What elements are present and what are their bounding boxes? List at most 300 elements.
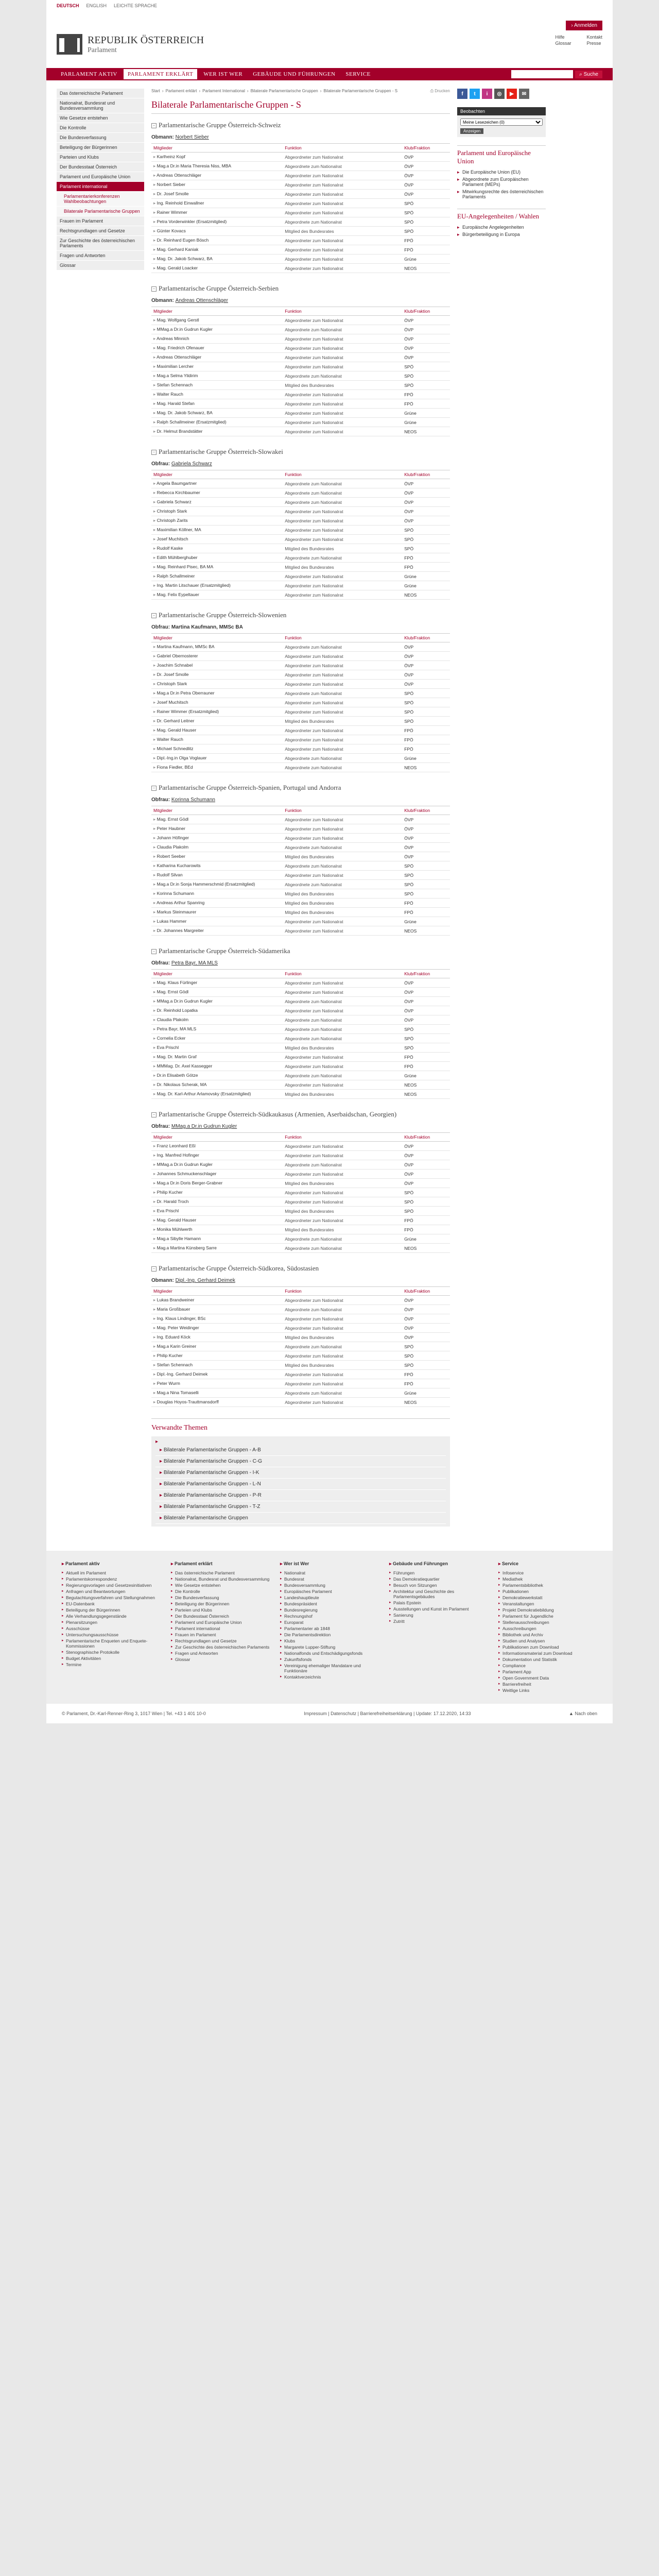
leftnav-item[interactable]: Rechtsgrundlagen und Gesetze (57, 226, 144, 236)
member-name[interactable]: ▸ Andreas Minnich (151, 334, 283, 344)
footer-link[interactable]: ▸ Das österreichische Parlament (171, 1570, 270, 1576)
member-name[interactable]: ▸ Mag. Gerald Hauser (151, 726, 283, 735)
footer-link[interactable]: ▸ Stenographische Protokolle (62, 1649, 161, 1655)
member-club: Grüne (402, 581, 450, 590)
chair-name[interactable]: Norbert Sieber (175, 134, 209, 140)
group-title[interactable] (151, 1110, 450, 1121)
member-name[interactable]: ▸ Dr. Helmut Brandstätter (151, 427, 283, 436)
member-name[interactable]: ▸ Eva Prischl (151, 1207, 283, 1216)
member-name[interactable]: ▸ MMag.a Dr.in Gudrun Kugler (151, 325, 283, 334)
collapse-icon[interactable]: − (151, 786, 157, 791)
member-club: SPÖ (402, 861, 450, 871)
footer-link[interactable]: ▸ Projekt Demokratiebildung (498, 1607, 597, 1613)
login-button[interactable]: › Anmelden (566, 21, 602, 30)
member-name[interactable]: ▸ Gabriel Obernosterer (151, 652, 283, 661)
nav-gebaeude[interactable]: GEBÄUDE UND FÜHRUNGEN (253, 71, 336, 77)
member-name[interactable]: ▸ MMag.a Dr.in Gudrun Kugler (151, 1160, 283, 1170)
member-name[interactable]: ▸ Franz Leonhard Eßl (151, 1142, 283, 1151)
chair-name[interactable]: Andreas Ottenschläger (175, 298, 228, 303)
footer-link[interactable]: ▸ Weitlige Links (498, 1687, 597, 1693)
bookmark-select[interactable] (460, 118, 543, 126)
footer-link[interactable]: ▸ Termine (62, 1662, 161, 1668)
footer-link[interactable]: ▸ Zutritt (389, 1618, 488, 1624)
footer-link[interactable]: ▸ Das Demokratiequartier (389, 1576, 488, 1582)
leftnav-item[interactable]: Bilaterale Parlamentarische Gruppen (57, 207, 144, 216)
footer-link[interactable]: ▸ Besuch von Sitzungen (389, 1582, 488, 1588)
member-club: Grüne (402, 1071, 450, 1080)
related-link[interactable]: ▸ Bilaterale Parlamentarische Gruppen (155, 1513, 446, 1524)
member-name[interactable]: ▸ Ing. Eduard Köck (151, 1333, 283, 1342)
footer-heading[interactable]: ▸ Service (498, 1561, 597, 1567)
collapse-icon[interactable]: − (151, 450, 157, 455)
member-club: FPÖ (402, 563, 450, 572)
instagram-icon[interactable]: i (482, 89, 492, 99)
member-name[interactable]: ▸ Fiona Fiedler, BEd (151, 763, 283, 772)
footer-link[interactable]: ▸ Parlament international (171, 1625, 270, 1632)
footer-link[interactable]: ▸ Nationalrat, Bundesrat und Bundesversammlung (171, 1576, 270, 1582)
table-row (151, 171, 450, 180)
leftnav-item[interactable]: Parlament international (57, 182, 144, 192)
related-link[interactable]: ▸ Bilaterale Parlamentarische Gruppen - L-N (155, 1479, 446, 1490)
member-name[interactable]: ▸ Christoph Stark (151, 680, 283, 689)
member-name[interactable]: ▸ Stefan Schennach (151, 381, 283, 390)
member-name[interactable]: ▸ Mag.a Nina Tomaselli (151, 1388, 283, 1398)
member-name[interactable]: ▸ Walter Rauch (151, 390, 283, 399)
footer-link[interactable]: ▸ Anfragen und Beantwortungen (62, 1588, 161, 1595)
sidebar-link[interactable]: ▸ Bürgerbeteiligung in Europa (457, 231, 546, 238)
group-title[interactable] (151, 1264, 450, 1275)
member-name[interactable]: ▸ MMMag. Dr. Axel Kassegger (151, 1062, 283, 1071)
footer-link[interactable]: ▸ Aktuell im Parlament (62, 1570, 161, 1576)
member-table (151, 307, 450, 436)
member-club: ÖVP (402, 1324, 450, 1333)
member-name[interactable]: ▸ Mag. Dr. Jakob Schwarz, BA (151, 409, 283, 418)
breadcrumb-item[interactable]: Bilaterale Parlamentarische Gruppen (250, 89, 318, 93)
lang-de[interactable]: DEUTSCH (57, 3, 79, 8)
table-row (151, 880, 450, 889)
footer-link[interactable]: ▸ Publikationen (498, 1588, 597, 1595)
member-name[interactable]: ▸ Mag. Felix Eypeltauer (151, 590, 283, 600)
member-function: Abgeordneter zum Nationalrat (283, 917, 402, 926)
member-name[interactable]: ▸ Joachim Schnabel (151, 661, 283, 670)
member-name[interactable]: ▸ Rebecca Kirchbaumer (151, 488, 283, 498)
footer-link[interactable]: ▸ Alle Verhandlungsgegenstände (62, 1613, 161, 1619)
related-link[interactable]: ▸ Bilaterale Parlamentarische Gruppen - I-K (155, 1467, 446, 1479)
footer-link[interactable]: ▸ Ausstellungen und Kunst im Parlament (389, 1606, 488, 1612)
footer-link[interactable]: ▸ Stellenausschreibungen (498, 1619, 597, 1625)
footer-link[interactable]: ▸ Parlamentsbibliothek (498, 1582, 597, 1588)
member-name[interactable]: ▸ Mag. Gerald Loacker (151, 264, 283, 273)
member-function: Abgeordneter zum Nationalrat (283, 362, 402, 371)
member-name[interactable]: ▸ Robert Seeber (151, 852, 283, 861)
contact-link[interactable]: Kontakt (586, 35, 602, 40)
related-link[interactable]: ▸ Bilaterale Parlamentarische Gruppen - C-G (155, 1456, 446, 1467)
leftnav-item[interactable]: Das österreichische Parlament (57, 89, 144, 98)
footer-link[interactable]: ▸ Margarete Lupper-Stiftung (280, 1644, 379, 1650)
member-name[interactable]: ▸ Karlheinz Kopf (151, 152, 283, 162)
search-button[interactable]: ⌕ Suche (575, 71, 602, 78)
footer-link[interactable]: ▸ Landeshauptleute (280, 1595, 379, 1601)
member-name[interactable]: ▸ Maximilian Köllner, MA (151, 526, 283, 535)
member-name[interactable]: ▸ Dr. Reinhard Eugen Bösch (151, 236, 283, 245)
press-link[interactable]: Presse (586, 41, 601, 46)
member-name[interactable]: ▸ Mag. Klaus Fürlinger (151, 978, 283, 988)
member-name[interactable]: ▸ Norbert Sieber (151, 180, 283, 190)
member-name[interactable]: ▸ Philip Kucher (151, 1188, 283, 1197)
left-navigation (57, 89, 144, 1527)
member-name[interactable]: ▸ Claudia Plakolm (151, 1015, 283, 1025)
member-name[interactable]: ▸ Mag. Friedrich Ofenauer (151, 344, 283, 353)
chair-name[interactable]: MMag.a Dr.in Gudrun Kugler (171, 1124, 237, 1129)
footer-link[interactable]: ▸ Parteien und Klubs (171, 1607, 270, 1613)
member-name[interactable]: ▸ Peter Haubner (151, 824, 283, 834)
leftnav-item[interactable]: Glossar (57, 261, 144, 270)
footer-link[interactable]: ▸ Publikationen zum Download (498, 1644, 597, 1650)
member-name[interactable]: ▸ Ralph Schallmeiner (Ersatzmitglied) (151, 418, 283, 427)
footer-link[interactable]: ▸ Beteiligung der Bürgerinnen (171, 1601, 270, 1607)
eu-affairs-title[interactable]: EU-Angelegenheiten / Wahlen (457, 209, 546, 224)
footer-link[interactable]: ▸ Zur Geschichte des österreichischen Parlaments (171, 1644, 270, 1650)
footer-link[interactable]: ▸ Vereinigung ehemaliger Mandatare und Funktionäre (280, 1663, 379, 1674)
collapse-icon[interactable]: − (151, 949, 157, 954)
member-name[interactable]: ▸ Petra Vorderwinkler (Ersatzmitglied) (151, 217, 283, 227)
footer-link[interactable]: ▸ Plenarsitzungen (62, 1619, 161, 1625)
member-name[interactable]: ▸ Rudolf Silvan (151, 871, 283, 880)
footer-link[interactable]: ▸ Wie Gesetze entstehen (171, 1582, 270, 1588)
leftnav-item[interactable]: Wie Gesetze entstehen (57, 113, 144, 123)
legal-links[interactable]: Impressum | Datenschutz | Barrierefreiheitserklärung | Update: 17.12.2020, 14:33 (304, 1711, 471, 1716)
member-name[interactable]: ▸ Christoph Stark (151, 507, 283, 516)
footer-link[interactable]: ▸ Studien und Analysen (498, 1638, 597, 1644)
footer-link[interactable]: ▸ Nationalfonds und Entschädigungsfonds (280, 1650, 379, 1656)
group-title-text: Parlamentarische Gruppe Österreich-Slowakei (159, 448, 283, 455)
footer-link[interactable]: ▸ Der Bundesstaat Österreich (171, 1613, 270, 1619)
footer-link[interactable]: ▸ Beteiligung der Bürgerinnen (62, 1607, 161, 1613)
member-name[interactable]: ▸ Dipl.-Ing. Gerhard Deimek (151, 1370, 283, 1379)
lang-en[interactable]: ENGLISH (86, 3, 107, 8)
leftnav-item[interactable]: Parlamentarierkonferenzen Wahlbeobachtungen (57, 192, 144, 207)
member-function: Abgeordneter zum Nationalrat (283, 670, 402, 680)
nav-parlament-erklaert[interactable]: PARLAMENT ERKLÄRT (124, 69, 197, 79)
member-function: Abgeordneter zum Nationalrat (283, 171, 402, 180)
lang-easy[interactable]: LEICHTE SPRACHE (114, 3, 158, 8)
breadcrumb-item[interactable]: Start (151, 89, 160, 93)
member-name[interactable]: ▸ Josef Muchitsch (151, 535, 283, 544)
member-name[interactable]: ▸ Ing. Klaus Lindinger, BSc (151, 1314, 283, 1324)
member-name[interactable]: ▸ Mag. Ernst Gödl (151, 988, 283, 997)
member-name[interactable]: ▸ Maximilian Lercher (151, 362, 283, 371)
member-name[interactable]: ▸ Mag.a Dr.in Doris Berger-Grabner (151, 1179, 283, 1188)
logo[interactable] (57, 21, 204, 68)
leftnav-item[interactable]: Fragen und Antworten (57, 251, 144, 261)
member-club: ÖVP (402, 479, 450, 488)
footer-link[interactable]: ▸ Bibliothek und Archiv (498, 1632, 597, 1638)
member-name[interactable]: ▸ Mag.a Selma Yildirim (151, 371, 283, 381)
back-to-top[interactable]: ▲ Nach oben (569, 1711, 597, 1716)
member-club: ÖVP (402, 1333, 450, 1342)
facebook-icon[interactable]: f (457, 89, 467, 99)
group-title[interactable] (151, 784, 450, 794)
member-name[interactable]: ▸ Mag.a Martina Künsberg Sarre (151, 1244, 283, 1253)
member-name[interactable]: ▸ Martina Kaufmann, MMSc BA (151, 642, 283, 652)
member-name[interactable]: ▸ Andreas Arthur Spanring (151, 899, 283, 908)
member-name[interactable]: ▸ Mag. Wolfgang Gerstl (151, 316, 283, 325)
member-name[interactable]: ▸ Gabriela Schwarz (151, 498, 283, 507)
footer-link[interactable]: ▸ Fragen und Antworten (171, 1650, 270, 1656)
member-name[interactable]: ▸ Maria Großbauer (151, 1305, 283, 1314)
member-name[interactable]: ▸ Dr. Josef Smolle (151, 670, 283, 680)
member-name[interactable]: ▸ Edith Mühlberghuber (151, 553, 283, 563)
related-link[interactable]: ▸ Bilaterale Parlamentarische Gruppen - T-Z (155, 1501, 446, 1513)
member-name[interactable]: ▸ Dr. Josef Smolle (151, 190, 283, 199)
footer-link[interactable]: ▸ Bundespräsident (280, 1601, 379, 1607)
twitter-icon[interactable]: t (470, 89, 480, 99)
footer-link[interactable]: ▸ Begutachtungsverfahren und Stellungnahmen (62, 1595, 161, 1601)
footer-link[interactable]: ▸ EU-Datenbank (62, 1601, 161, 1607)
member-name[interactable]: ▸ Katharina Kucharowits (151, 861, 283, 871)
member-name[interactable]: ▸ Cornelia Ecker (151, 1034, 283, 1043)
member-name[interactable]: ▸ Dr. Nikolaus Scherak, MA (151, 1080, 283, 1090)
leftnav-item[interactable]: Parteien und Klubs (57, 152, 144, 162)
footer-link[interactable]: ▸ Veranstaltungen (498, 1601, 597, 1607)
group-title[interactable] (151, 121, 450, 131)
member-name[interactable]: ▸ Petra Bayr, MA MLS (151, 1025, 283, 1034)
chair-name[interactable]: Gabriela Schwarz (171, 461, 212, 467)
member-name[interactable]: ▸ Dr. Harald Troch (151, 1197, 283, 1207)
footer-link[interactable]: ▸ Kontaktverzeichnis (280, 1674, 379, 1680)
leftnav-item[interactable]: Frauen im Parlament (57, 216, 144, 226)
footer-link[interactable]: ▸ Demokratiewerkstatt (498, 1595, 597, 1601)
member-name[interactable]: ▸ Johannes Schmuckenschlager (151, 1170, 283, 1179)
footer-link[interactable]: ▸ Mediathek (498, 1576, 597, 1582)
member-name[interactable]: ▸ Dr. Reinhold Lopatka (151, 1006, 283, 1015)
footer-heading[interactable]: ▸ Parlament erklärt (171, 1561, 270, 1567)
collapse-icon[interactable]: − (151, 613, 157, 618)
footer-link[interactable]: ▸ Untersuchungsausschüsse (62, 1632, 161, 1638)
member-name[interactable]: ▸ Mag.a Karin Greiner (151, 1342, 283, 1351)
footer-link[interactable]: ▸ Budget Aktivitäten (62, 1655, 161, 1662)
member-club: Grüne (402, 754, 450, 763)
flickr-icon[interactable]: ◎ (494, 89, 505, 99)
member-club: SPÖ (402, 544, 450, 553)
collapse-icon[interactable]: − (151, 286, 157, 292)
footer-heading[interactable]: ▸ Parlament aktiv (62, 1561, 161, 1567)
leftnav-item[interactable]: Nationalrat, Bundesrat und Bundesversammlung (57, 98, 144, 113)
member-name[interactable]: ▸ Mag. Dr. Karl-Arthur Arlamovsky (Ersatzmitglied) (151, 1090, 283, 1099)
collapse-icon[interactable]: − (151, 1112, 157, 1117)
chair-name[interactable]: Korinna Schumann (171, 797, 215, 803)
footer-link[interactable]: ▸ Parlament App (498, 1669, 597, 1675)
youtube-icon[interactable]: ▶ (507, 89, 517, 99)
footer-link[interactable]: ▸ Zukunftsfonds (280, 1656, 379, 1663)
footer-link[interactable]: ▸ Glossar (171, 1656, 270, 1663)
member-name[interactable]: ▸ Dr.in Elisabeth Götze (151, 1071, 283, 1080)
footer-link[interactable]: ▸ Barrierefreiheit (498, 1681, 597, 1687)
footer-link[interactable]: ▸ Parlamentskorrespondenz (62, 1576, 161, 1582)
nav-wer-ist-wer[interactable]: WER IST WER (203, 71, 243, 77)
footer-link[interactable]: ▸ Die Bundesverfassung (171, 1595, 270, 1601)
footer-link[interactable]: ▸ Architektur und Geschichte des Parlamentsgebäudes (389, 1588, 488, 1600)
table-row (151, 535, 450, 544)
show-button[interactable]: Anzeigen (460, 128, 483, 134)
footer-link[interactable]: ▸ Die Kontrolle (171, 1588, 270, 1595)
member-name[interactable]: ▸ Monika Mühlwerth (151, 1225, 283, 1234)
footer-link[interactable]: ▸ Parlament für Jugendliche (498, 1613, 597, 1619)
member-name[interactable]: ▸ Claudia Plakolm (151, 843, 283, 852)
chair-name: Martina Kaufmann, MMSc BA (171, 624, 243, 630)
footer-link[interactable]: ▸ Führungen (389, 1570, 488, 1576)
member-name[interactable]: ▸ Rainer Wimmer (Ersatzmitglied) (151, 707, 283, 717)
chair-name[interactable]: Dipl.-Ing. Gerhard Deimek (175, 1278, 235, 1283)
member-name[interactable]: ▸ Mag. Gerhard Kaniak (151, 245, 283, 255)
member-name[interactable]: ▸ Rainer Wimmer (151, 208, 283, 217)
member-name[interactable]: ▸ Dr. Johannes Margreiter (151, 926, 283, 936)
member-name[interactable]: ▸ Ing. Reinhold Einwallner (151, 199, 283, 208)
chair-name[interactable]: Petra Bayr, MA MLS (171, 960, 218, 966)
footer-link[interactable]: ▸ Ausschreibungen (498, 1625, 597, 1632)
member-name[interactable]: ▸ Walter Rauch (151, 735, 283, 744)
leftnav-item[interactable]: Parlament und Europäische Union (57, 172, 144, 182)
footer-link[interactable]: ▸ Europarat (280, 1619, 379, 1625)
nav-parlament-aktiv[interactable]: PARLAMENT AKTIV (61, 71, 117, 77)
member-name[interactable]: ▸ Stefan Schennach (151, 1361, 283, 1370)
member-name[interactable]: ▸ Korinna Schumann (151, 889, 283, 899)
newsletter-icon[interactable]: ✉ (519, 89, 529, 99)
member-name[interactable]: ▸ Mag.a Dr.in Petra Oberrauner (151, 689, 283, 698)
member-name[interactable]: ▸ Dipl.-Ing.in Olga Voglauer (151, 754, 283, 763)
breadcrumb-item[interactable]: Parlament International (202, 89, 245, 93)
leftnav-item[interactable]: Die Kontrolle (57, 123, 144, 133)
sidebar-link[interactable]: ▸ Die Europäische Union (EU) (457, 168, 546, 176)
member-name[interactable]: ▸ Dr. Gerhard Leitner (151, 717, 283, 726)
eu-section-title[interactable]: Parlament und Europäische Union (457, 145, 546, 168)
footer-column (498, 1561, 597, 1693)
member-club: FPÖ (402, 1053, 450, 1062)
footer-heading[interactable]: ▸ Wer ist Wer (280, 1561, 379, 1567)
member-club: ÖVP (402, 642, 450, 652)
leftnav-item[interactable]: Beteiligung der Bürgerinnen (57, 143, 144, 152)
member-name[interactable]: ▸ Ing. Manfred Hofinger (151, 1151, 283, 1160)
member-name[interactable]: ▸ Philip Kucher (151, 1351, 283, 1361)
member-name[interactable]: ▸ MMag.a Dr.in Gudrun Kugler (151, 997, 283, 1006)
footer-link[interactable]: ▸ Parlamentarier ab 1848 (280, 1625, 379, 1632)
leftnav-item[interactable]: Der Bundesstaat Österreich (57, 162, 144, 172)
footer-link[interactable]: ▸ Bundesversammlung (280, 1582, 379, 1588)
member-name[interactable]: ▸ Lukas Brandweiner (151, 1296, 283, 1305)
member-name[interactable]: ▸ Mag. Ernst Gödl (151, 815, 283, 824)
sidebar-link[interactable]: ▸ Mitwirkungsrechte des österreichischen Parlaments (457, 188, 546, 200)
print-link[interactable]: ⎙ Drucken (430, 89, 450, 93)
nav-service[interactable]: SERVICE (345, 71, 371, 77)
member-name[interactable]: ▸ Eva Prischl (151, 1043, 283, 1053)
collapse-icon[interactable]: − (151, 1266, 157, 1272)
member-name[interactable]: ▸ Peter Wurm (151, 1379, 283, 1388)
member-name[interactable]: ▸ Michael Schnedlitz (151, 744, 283, 754)
footer-link[interactable]: ▸ Regierungsvorlagen und Gesetzesinitiativen (62, 1582, 161, 1588)
member-name[interactable]: ▸ Lukas Hammer (151, 917, 283, 926)
footer-link[interactable]: ▸ Informationsmaterial zum Download (498, 1650, 597, 1656)
member-function: Mitglied des Bundesrates (283, 381, 402, 390)
group-title[interactable] (151, 284, 450, 295)
footer-link[interactable]: ▸ Klubs (280, 1638, 379, 1644)
footer-link[interactable]: ▸ Frauen im Parlament (171, 1632, 270, 1638)
related-link[interactable]: ▸ Bilaterale Parlamentarische Gruppen - P-R (155, 1490, 446, 1501)
collapse-icon[interactable]: − (151, 123, 157, 128)
member-name[interactable]: ▸ Mag. Harald Stefan (151, 399, 283, 409)
footer-heading[interactable]: ▸ Gebäude und Führungen (389, 1561, 488, 1567)
member-name[interactable]: ▸ Mag. Reinhard Pisec, BA MA (151, 563, 283, 572)
breadcrumb-item[interactable]: Parlament erklärt (165, 89, 197, 93)
leftnav-item[interactable]: Die Bundesverfassung (57, 133, 144, 143)
related-link[interactable]: ▸ ▸ Bilaterale Parlamentarische Gruppen - A-B (155, 1445, 446, 1456)
footer-link[interactable]: ▸ Rechtsgrundlagen und Gesetze (171, 1638, 270, 1644)
member-name[interactable]: ▸ Mag. Peter Weidinger (151, 1324, 283, 1333)
member-name[interactable]: ▸ Christoph Zarits (151, 516, 283, 526)
member-name[interactable]: ▸ Markus Steinmaurer (151, 908, 283, 917)
member-name[interactable]: ▸ Ing. Martin Litschauer (Ersatzmitglied) (151, 581, 283, 590)
footer-link[interactable]: ▸ Bundesrat (280, 1576, 379, 1582)
member-name[interactable]: ▸ Johann Höfinger (151, 834, 283, 843)
group-title[interactable] (151, 947, 450, 957)
member-name[interactable]: ▸ Josef Muchitsch (151, 698, 283, 707)
footer-link[interactable]: ▸ Rechnungshof (280, 1613, 379, 1619)
footer-link[interactable]: ▸ Nationalrat (280, 1570, 379, 1576)
footer-link[interactable]: ▸ Dokumentation und Statistik (498, 1656, 597, 1663)
member-club: SPÖ (402, 698, 450, 707)
footer-link[interactable]: ▸ Parlamentarische Enqueten und Enquete-Kommissionen (62, 1638, 161, 1649)
member-name[interactable]: ▸ Mag. Dr. Jakob Schwarz, BA (151, 255, 283, 264)
member-name[interactable]: ▸ Mag. Gerald Hauser (151, 1216, 283, 1225)
member-name[interactable]: ▸ Ralph Schallmeiner (151, 572, 283, 581)
footer-column (171, 1561, 270, 1693)
member-club: NEOS (402, 590, 450, 600)
member-function: Abgeordneter zum Nationalrat (283, 1296, 402, 1305)
member-name[interactable]: ▸ Mag.a Dr.in Sonja Hammerschmid (Ersatzmitglied) (151, 880, 283, 889)
sidebar-link[interactable]: ▸ Europäische Angelegenheiten (457, 224, 546, 231)
help-link[interactable]: Hilfe (555, 35, 565, 40)
footer-link[interactable]: ▸ Ausschüsse (62, 1625, 161, 1632)
member-name[interactable]: ▸ Mag.a Sibylle Hamann (151, 1234, 283, 1244)
member-name[interactable]: ▸ Angela Baumgartner (151, 479, 283, 488)
footer-link[interactable]: ▸ Palais Epstein (389, 1600, 488, 1606)
footer-link[interactable]: ▸ Sanierung (389, 1612, 488, 1618)
member-name[interactable]: ▸ Douglas Hoyos-Trauttmansdorff (151, 1398, 283, 1407)
footer-link[interactable]: ▸ Europäisches Parlament (280, 1588, 379, 1595)
sidebar-link[interactable]: ▸ Abgeordnete zum Europäischen Parlament (MEPs) (457, 176, 546, 188)
member-name[interactable]: ▸ Mag.a Dr.in Maria Theresia Niss, MBA (151, 162, 283, 171)
leftnav-item[interactable]: Zur Geschichte des österreichischen Parlaments (57, 236, 144, 251)
column-header-member: Mitglieder (151, 806, 283, 815)
member-name[interactable]: ▸ Andreas Ottenschläger (151, 171, 283, 180)
member-function: Abgeordneter zum Nationalrat (283, 152, 402, 162)
footer-link[interactable]: ▸ Parlament und Europäische Union (171, 1619, 270, 1625)
member-name[interactable]: ▸ Mag. Dr. Martin Graf (151, 1053, 283, 1062)
group-title[interactable] (151, 611, 450, 621)
footer-link[interactable]: ▸ Open Government Data (498, 1675, 597, 1681)
group-title[interactable] (151, 448, 450, 458)
footer-link[interactable]: ▸ Bundesregierung (280, 1607, 379, 1613)
footer-link[interactable]: ▸ Die Parlamentsdirektion (280, 1632, 379, 1638)
social-links (457, 89, 546, 99)
footer-link[interactable]: ▸ Compliance (498, 1663, 597, 1669)
footer-link[interactable]: ▸ Infoservice (498, 1570, 597, 1576)
member-name[interactable]: ▸ Günter Kovacs (151, 227, 283, 236)
member-name[interactable]: ▸ Andreas Ottenschläger (151, 353, 283, 362)
glossary-link[interactable]: Glossar (555, 41, 571, 46)
table-row (151, 590, 450, 600)
member-name[interactable]: ▸ Rudolf Kaske (151, 544, 283, 553)
search-input[interactable] (511, 70, 573, 78)
